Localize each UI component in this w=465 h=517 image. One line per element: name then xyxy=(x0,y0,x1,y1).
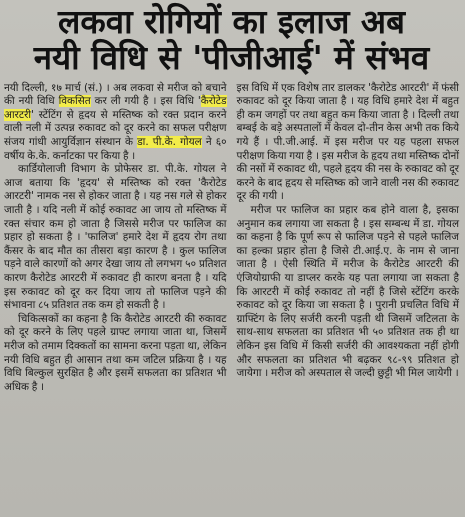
highlighted-text: कैरोटेड आरटरी xyxy=(4,95,227,121)
text-run: ने ६० वर्षीय के.के. कर्नाटका पर किया है । xyxy=(4,136,227,162)
right-column xyxy=(237,82,460,395)
text-run: कर ली गयी है । इस विधि ' xyxy=(90,95,201,108)
article-columns xyxy=(4,82,459,395)
right-paragraph-1: इस विधि में एक विशेष तार डालकर 'कैरोटेड आरटरी' में फंसी रुकावट को दूर किया जाता है । यह विधि हमारे देश में बहुत ही कम जगहों पर तथा बहुत कम किया जाता है । दिल्ली तथा बम्बई के बड़े अस्पतालों में केवल दो-तीन केस अभी तक किये गये हैं । पी.जी.आई. में इस मरीज पर यह पहला सफल परीक्षण किया गया है । इस मरीज के हृदय तथा मस्तिष्क दोनों की नसों में रुकावट थी, पहले हृदय की नस के रुकावट को दूर करने के बाद हृदय से मस्तिष्क को जाने वाली नस की रुकावट दूर की गयी । xyxy=(236,81,460,203)
highlighted-text: विकसित xyxy=(58,95,91,108)
headline-line-1: लकवा रोगियों का इलाज अब xyxy=(58,2,405,41)
highlighted-text: डा. पी.के. गोयल xyxy=(137,136,202,148)
text-run: ' स्टेंटिंग से हृदय से मस्तिष्क को रक्त प्रदान करने वाली नली में उत्पन्न रुकावट को दूर करने का सफल परीक्षण संजय गांधी आयुर्विज्ञान संस्थान के xyxy=(4,108,227,148)
left-paragraph-3: चिकित्सकों का कहना है कि कैरोटेड आरटरी की रुकावट को दूर करने के लिए पहले ग्राफ्ट लगाया जाता था, जिसमें मरीज को तमाम दिक्कतों का सामना करना पड़ता था, लेकिन नयी विधि बहुत ही आसान तथा कम जटिल प्रक्रिया है । यह विधि बिल्कुल सुरक्षित है और इसमें सफलता का प्रतिशत भी अधिक है । xyxy=(4,312,227,393)
headline-line-2: नयी विधि से 'पीजीआई' में संभव xyxy=(33,38,430,78)
right-paragraph-2: मरीज पर फालिज का प्रहार कब होने वाला है, इसका अनुमान कब लगाया जा सकता है । इस सम्बन्ध में डा. गोयल का कहना है कि पूर्ण रूप से फालिज पड़ने से पहले फालिज का हल्का प्रहार होता है जिसे टी.आई.ए. के नाम से जाना जाता है । ऐसी स्थिति में मरीज के कैरोटेड आरटरी की एंजियोग्राफी या डाप्लर करके यह पता लगाया जा सकता है कि आरटरी में कोई रुकावट तो नहीं है जिसे स्टेंटिंग करके रुकावट को दूर किया जा सकता है । पुरानी प्रचलित विधि में ग्राफ्टिंग के लिए सर्जरी करनी पड़ती थी जिसमें जटिलता के साथ-साथ सफलता का प्रतिशत भी ५० प्रतिशत तक ही था लेकिन इस विधि में किसी सर्जरी की आवश्यकता नहीं होगी और सफलता का प्रतिशत भी बढ़कर ९८-९९ प्रतिशत हो जायेगा । मरीज को अस्पताल से जल्दी छुट्टी भी मिल जायेगी । xyxy=(236,203,459,380)
left-column xyxy=(4,82,227,395)
text-run: नयी दिल्ली, १७ मार्च (सं.) । अब लकवा से मरीज को बचाने की नयी विधि xyxy=(4,81,227,108)
left-paragraph-1 xyxy=(4,82,227,164)
left-paragraph-2: कार्डियोलाजी विभाग के प्रोफेसर डा. पी.के. गोयल ने आज बताया कि 'हृदय' से मस्तिष्क को रक्त 'कैरोटेड आरटरी' नामक नस से होकर जाता है । यह नस गले से होकर जाती है । यदि नली में कोई रुकावट आ जाय तो मस्तिष्क में रक्त संचार कम हो जाता है जिससे मरीज पर फालिज का प्रहार हो सकता है । 'फालिज' हमारे देश में हृदय रोग तथा कैंसर के बाद मौत का तीसरा बड़ा कारण है । कुल फालिज पड़ने वाले कारणों को अगर देखा जाय तो लगभग ५० प्रतिशत कारण कैरोटेड आरटरी में रुकावट ही कारण बनता है । यदि इस रुकावट को दूर कर दिया जाय तो फालिज पड़ने की संभावना ८५ प्रतिशत तक कम हो सकती है । xyxy=(4,163,227,312)
